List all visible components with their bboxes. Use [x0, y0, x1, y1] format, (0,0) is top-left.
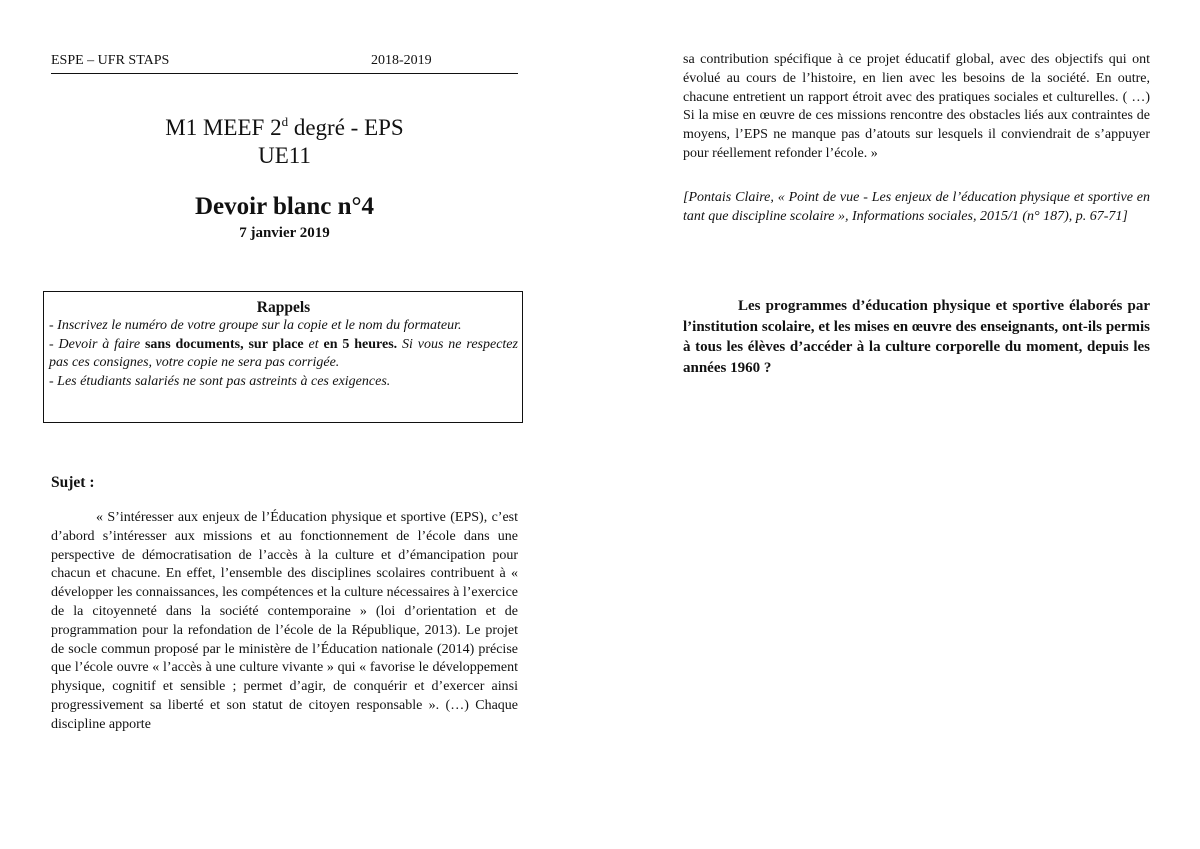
course-title-sup: d — [281, 114, 289, 129]
page-header — [51, 51, 518, 74]
rappels-line-2-b: sans documents — [144, 336, 241, 352]
rappels-line-2-f: en 5 heures. — [323, 336, 398, 352]
right-page — [600, 0, 1200, 849]
header-year: 2018-2019 — [371, 53, 432, 68]
sujet-heading: Sujet : — [51, 474, 95, 491]
rappels-line-2-d: sur place — [248, 336, 304, 352]
rappels-title: Rappels — [256, 299, 311, 316]
exam-date: 7 janvier 2019 — [239, 225, 330, 241]
rappels-line-2-a: - Devoir à faire — [49, 336, 145, 352]
course-title-post: degré - EPS — [288, 115, 404, 140]
rappels-line-2 — [49, 336, 518, 373]
rappels-line-1: - Inscrivez le numéro de votre groupe sur la copie et le nom du formateur. — [49, 318, 462, 333]
rappels-line-2-g: Si vous ne respectez pas ces consignes, votre copie ne sera pas corrigée. — [49, 336, 518, 371]
course-title-pre: M1 MEEF 2 — [165, 115, 282, 140]
rappels-box — [43, 291, 523, 423]
course-title — [51, 115, 518, 141]
rappels-line-2-e: et — [303, 336, 324, 352]
exam-title: Devoir blanc n°4 — [195, 193, 374, 220]
essay-question: Les programmes d’éducation physique et sportive élaborés par l’institution scolaire, et les mises en œuvre des enseignants, ont-ils permis à tous les élèves d’accéder à la culture corporelle du moment, depuis les années 1960 ? — [683, 298, 1150, 376]
rappels-line-3: - Les étudiants salariés ne sont pas astreints à ces exigences. — [49, 373, 391, 389]
sujet-text-part-2: sa contribution spécifique à ce projet éducatif global, avec des objectifs qui ont évolué au cours de l’histoire, en lien avec les besoins de la société. En outre, chacune entretient un rapport étroit avec des pratiques sociales et culturelles. ( …) Si la mise en œuvre de ces missions rencontre des obstacles liés aux contraintes de moyens, l’EPS ne manque pas d’atouts sur lesquels il conviendrait de s’appuyer pour réellement refonder l’école. » — [683, 52, 1150, 161]
rappels-line-2-c: , — [240, 336, 249, 352]
header-institution: ESPE – UFR STAPS — [51, 53, 170, 68]
ue-title: UE11 — [258, 143, 311, 168]
sujet-text-part-1: « S’intéresser aux enjeux de l’Éducation physique et sportive (EPS), c’est d’abord s’intéresser aux missions et au fonctionnement de l’école dans une perspective de démocratisation de l’accès à la culture et d’émancipation pour chacun et chacune. En effet, l’ensemble des disciplines scolaires contribuent à « développer les connaissances, les compétences et la culture nécessaires à l’exercice de la citoyenneté dans la société contemporaine » (loi d’orientation et de programmation pour la refondation de l’école de la République, 2013). Le projet de socle commun proposé par le ministère de l’Éducation nationale (2014) précise que l’école ouvre « l’accès à une culture vivante » qui « favorise le développement physique, cognitif et sensible ; permet d’agir, de conquérir et d’exercer ainsi progressivement sa liberté et son statut de citoyen responsable ». (…) Chaque discipline apporte — [51, 510, 518, 732]
citation: [Pontais Claire, « Point de vue - Les enjeux de l’éducation physique et sportive en tant que discipline scolaire », Informations sociales, 2015/1 (n° 187), p. 67-71] — [683, 190, 1150, 224]
